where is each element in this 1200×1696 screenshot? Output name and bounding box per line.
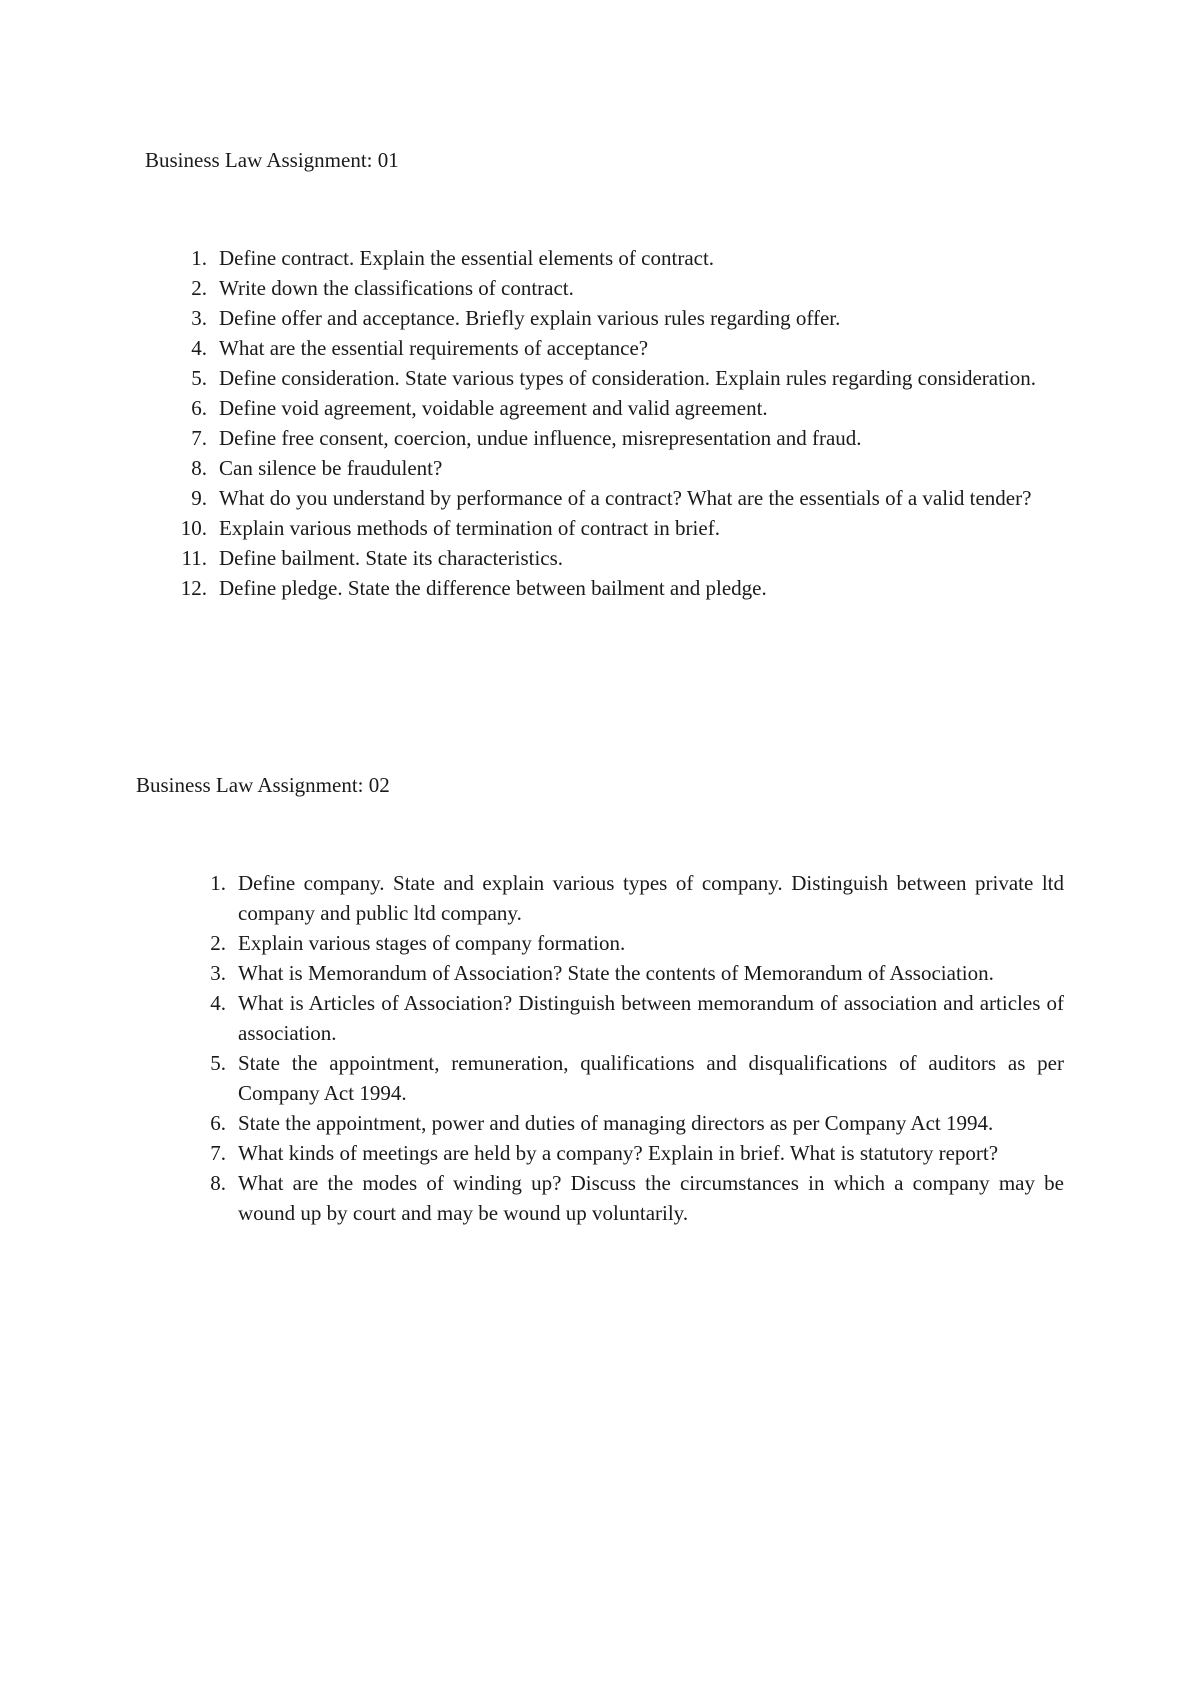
question-text: Define company. State and explain various types of company. Distinguish between private ltd company and public ltd company.: [238, 871, 1064, 925]
question-number: 3.: [191, 306, 207, 330]
question-text: Define pledge. State the difference between bailment and pledge.: [219, 576, 767, 600]
question-number: 12.: [180, 576, 207, 600]
question-text: State the appointment, remuneration, qualifications and disqualifications of auditors as per Company Act 1994.: [238, 1051, 1064, 1105]
question-number: 4.: [191, 336, 207, 360]
assignment-01-question-list: [180, 243, 1064, 603]
question-number: 10.: [180, 516, 207, 540]
question-number: 1.: [210, 871, 226, 895]
question-text: Define contract. Explain the essential elements of contract.: [219, 246, 715, 270]
question-text: Can silence be fraudulent?: [219, 456, 443, 480]
question-number: 2.: [210, 931, 226, 955]
question-number: 9.: [191, 486, 207, 510]
question-text: Define free consent, coercion, undue influence, misrepresentation and fraud.: [219, 426, 862, 450]
question-item: [191, 423, 1064, 453]
question-text: Define bailment. State its characteristics.: [219, 546, 564, 570]
question-number: 1.: [191, 246, 207, 270]
question-item: [191, 303, 1064, 333]
question-number: 7.: [210, 1141, 226, 1165]
question-item: [210, 868, 1064, 928]
question-item: [191, 363, 1064, 393]
question-text: What kinds of meetings are held by a company? Explain in brief. What is statutory report?: [238, 1141, 999, 1165]
question-number: 6.: [191, 396, 207, 420]
question-text: Define offer and acceptance. Briefly explain various rules regarding offer.: [219, 306, 841, 330]
question-number: 3.: [210, 961, 226, 985]
question-item: [210, 928, 1064, 958]
question-text: Explain various methods of termination of contract in brief.: [219, 516, 720, 540]
question-item: [191, 273, 1064, 303]
question-text: Define consideration. State various types of consideration. Explain rules regarding consideration.: [219, 366, 1037, 390]
question-item: [210, 1048, 1064, 1108]
question-item: [210, 958, 1064, 988]
assignment-01-section: [145, 145, 1065, 603]
question-text: What are the essential requirements of acceptance?: [219, 336, 649, 360]
question-number: 2.: [191, 276, 207, 300]
question-text: State the appointment, power and duties of managing directors as per Company Act 1994.: [238, 1111, 994, 1135]
question-text: Explain various stages of company formation.: [238, 931, 626, 955]
question-item: [180, 573, 1064, 603]
question-number: 4.: [210, 991, 226, 1015]
assignment-02-title: Business Law Assignment: 02: [136, 773, 390, 797]
question-item: [191, 243, 1064, 273]
question-item: [210, 1138, 1064, 1168]
question-number: 5.: [210, 1051, 226, 1075]
question-item: [210, 1108, 1064, 1138]
question-text: What is Articles of Association? Distinguish between memorandum of association and articles of association.: [238, 991, 1064, 1045]
question-item: [210, 1168, 1064, 1228]
question-text: What do you understand by performance of a contract? What are the essentials of a valid tender?: [219, 486, 1032, 510]
question-item: [180, 513, 1064, 543]
question-item: [191, 453, 1064, 483]
assignment-01-title: Business Law Assignment: 01: [145, 148, 399, 172]
question-number: 8.: [191, 456, 207, 480]
question-text: Write down the classifications of contract.: [219, 276, 574, 300]
question-text: What are the modes of winding up? Discuss the circumstances in which a company may be wound up by court and may be wound up voluntarily.: [238, 1171, 1064, 1225]
question-item: [181, 543, 1064, 573]
question-number: 5.: [191, 366, 207, 390]
question-item: [191, 393, 1064, 423]
assignment-02-question-list: [210, 868, 1064, 1228]
question-number: 8.: [210, 1171, 226, 1195]
question-item: [210, 988, 1064, 1048]
question-item: [191, 333, 1064, 363]
question-number: 6.: [210, 1111, 226, 1135]
question-number: 11.: [181, 546, 207, 570]
assignment-02-section: [136, 770, 1066, 1228]
question-number: 7.: [191, 426, 207, 450]
question-item: [191, 483, 1064, 513]
question-text: What is Memorandum of Association? State the contents of Memorandum of Association.: [238, 961, 994, 985]
question-text: Define void agreement, voidable agreement and valid agreement.: [219, 396, 768, 420]
